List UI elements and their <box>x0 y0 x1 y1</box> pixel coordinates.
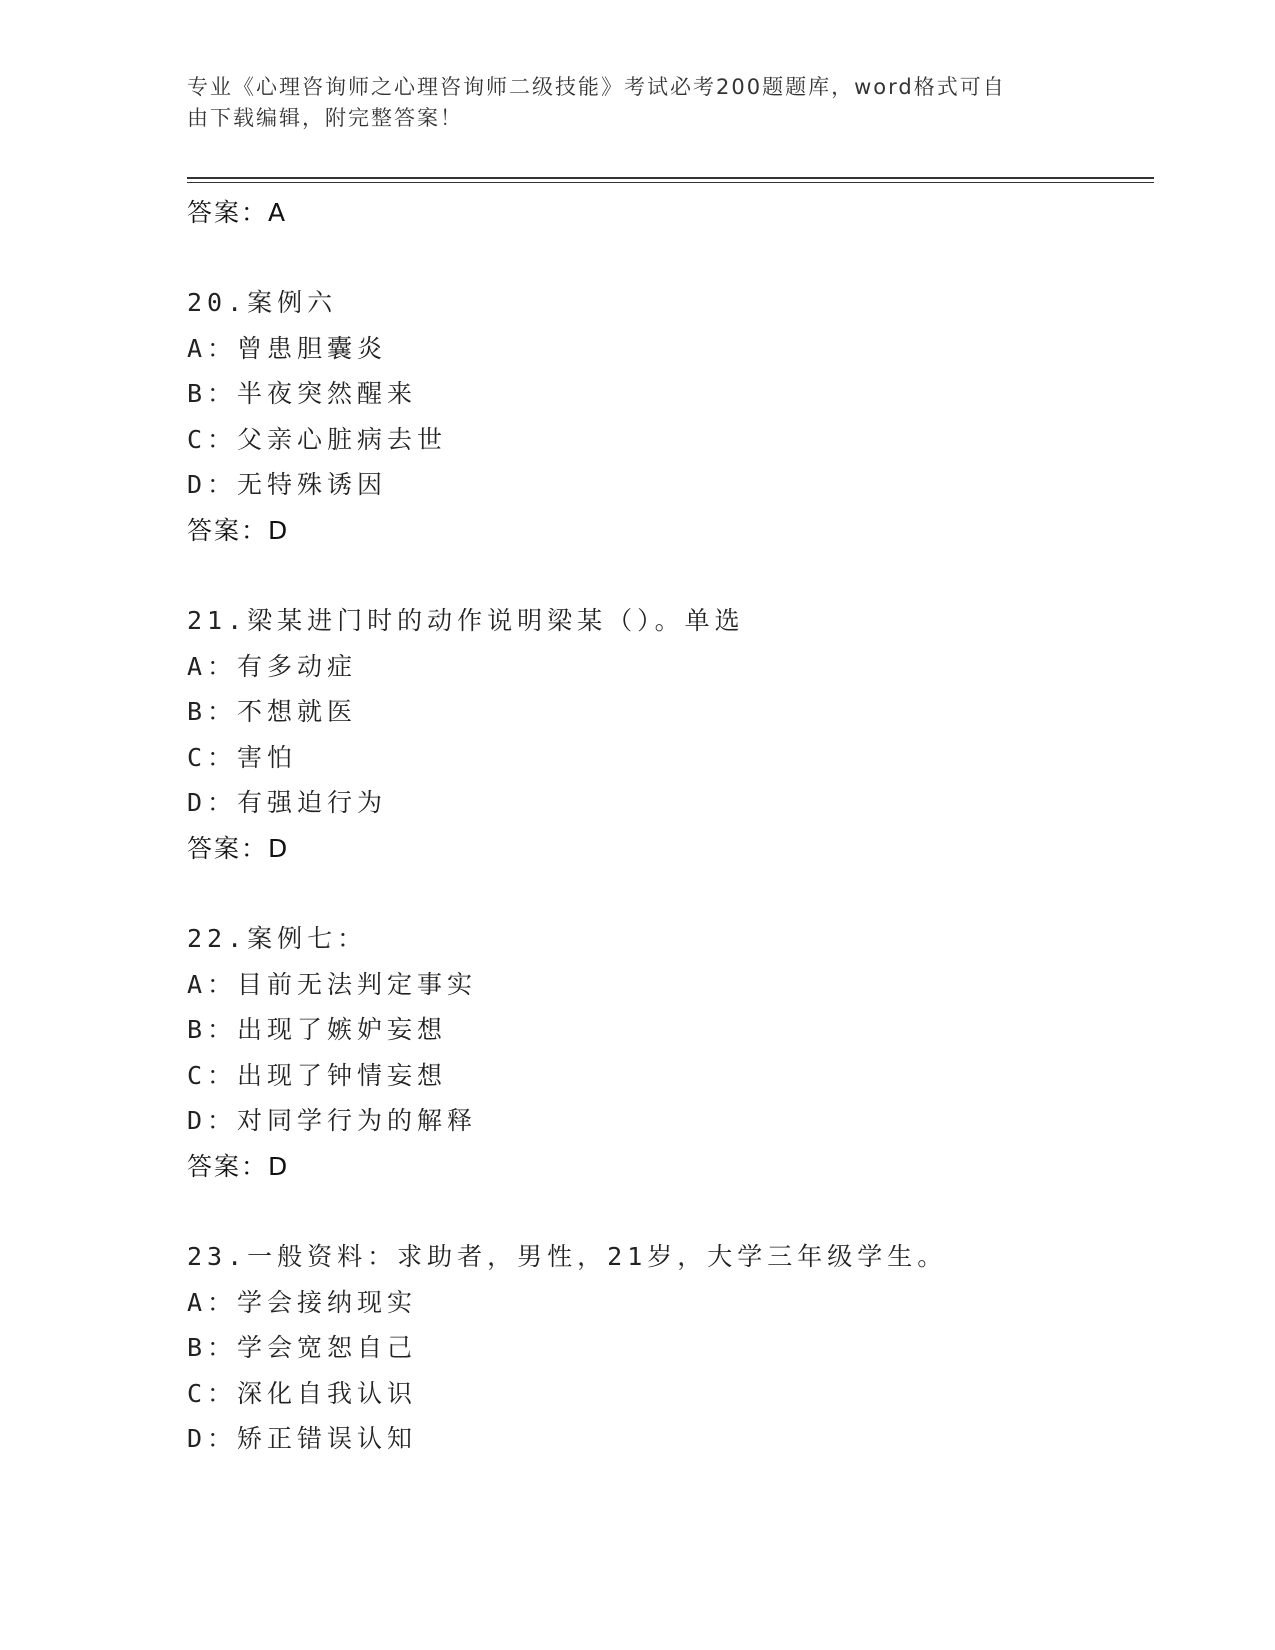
header-line-1: 专业《心理咨询师之心理咨询师二级技能》考试必考200题题库，word格式可自 <box>187 75 1006 99</box>
answer-line: 答案：A <box>187 198 288 227</box>
answer-line: 答案：D <box>187 833 290 863</box>
header-divider-thin <box>187 182 1154 183</box>
header-line-2: 由下载编辑，附完整答案！ <box>187 106 463 130</box>
question-block <box>187 598 1147 872</box>
option-b: B：半夜突然醒来 <box>187 379 418 409</box>
question-block <box>187 280 1147 554</box>
answer-line: 答案：D <box>187 515 290 545</box>
option-a: A：曾患胆囊炎 <box>187 333 388 363</box>
option-c: C：父亲心脏病去世 <box>187 424 448 454</box>
option-c: C：出现了钟情妄想 <box>187 1060 448 1090</box>
option-b: B：出现了嫉妒妄想 <box>187 1015 448 1045</box>
option-a: A：目前无法判定事实 <box>187 969 478 999</box>
option-d: D：对同学行为的解释 <box>187 1106 478 1136</box>
question-block <box>187 1234 1147 1462</box>
question-title: 20.案例六 <box>187 288 338 317</box>
question-title: 23.一般资料：求助者，男性，21岁，大学三年级学生。 <box>187 1241 948 1271</box>
option-c: C：害怕 <box>187 742 298 772</box>
answer-line: 答案：D <box>187 1151 290 1181</box>
question-block <box>187 916 1147 1190</box>
option-b: B：学会宽恕自己 <box>187 1333 418 1363</box>
option-d: D：矫正错误认知 <box>187 1424 418 1454</box>
option-d: D：无特殊诱因 <box>187 470 388 500</box>
header-divider-thick <box>187 177 1154 179</box>
question-title: 21.梁某进门时的动作说明梁某（）。单选 <box>187 605 745 635</box>
option-d: D：有强迫行为 <box>187 788 388 818</box>
option-c: C：深化自我认识 <box>187 1378 418 1408</box>
question-title: 22.案例七： <box>187 923 368 953</box>
option-b: B：不想就医 <box>187 697 358 727</box>
option-a: A：有多动症 <box>187 651 358 681</box>
option-a: A：学会接纳现实 <box>187 1287 418 1317</box>
question-list <box>187 190 1147 1462</box>
document-header <box>187 72 1067 134</box>
